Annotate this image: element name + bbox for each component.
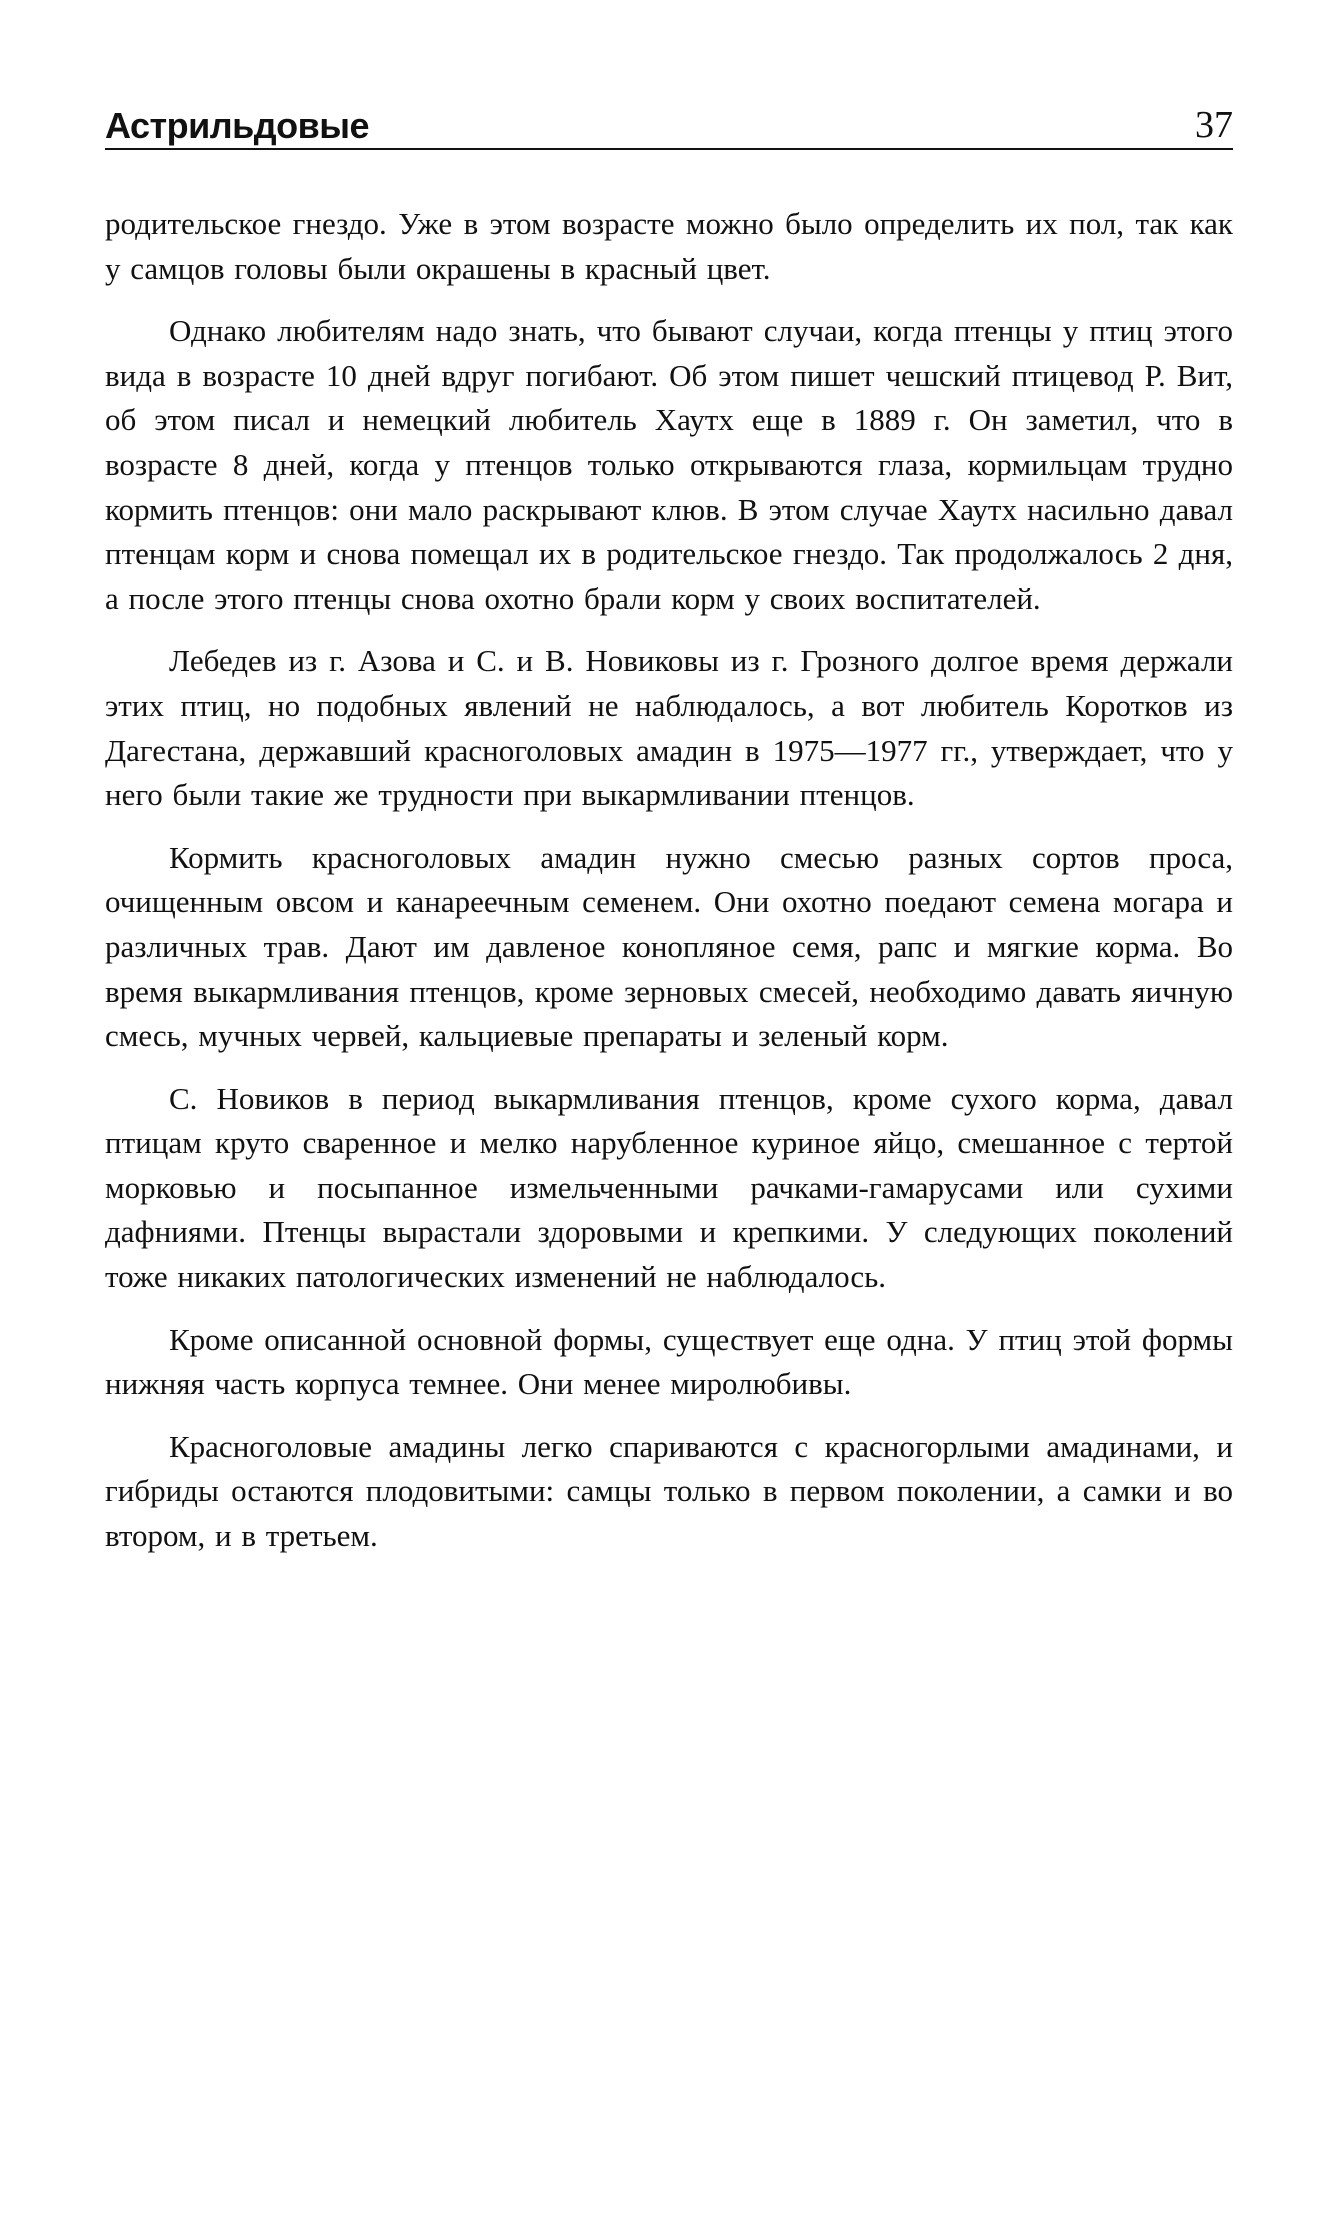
book-page [105, 92, 1233, 1577]
paragraph: Красноголовые амадины легко спариваются с красногорлыми амадинами, и гибриды остаются плодовитыми: самцы только в первом поколении, а самки и во втором, и в третьем. [105, 1428, 1233, 1554]
paragraph: Однако любителям надо знать, что бывают случаи, когда птенцы у птиц этого вида в возрасте 10 дней вдруг погибают. Об этом пишет чешский птицевод Р. Вит, об этом писал и немецкий любитель Хаутх еще в 1889 г. Он заметил, что в возрасте 8 дней, когда у птенцов только открываются глаза, кормильцам трудно кормить птенцов: они мало раскрывают клюв. В этом случае Хаутх насильно давал птенцам корм и снова помещал их в родительское гнездо. Так продолжалось 2 дня, а после этого птенцы снова охотно брали корм у своих воспитателей. [105, 313, 1233, 616]
paragraph: Лебедев из г. Азова и С. и В. Новиковы из г. Грозного долгое время держали этих птиц, но подобных явлений не наблюдалось, а вот любитель Коротков из Дагестана, державший красноголовых амадин в 1975—1977 гг., утверждает, что у него были такие же трудности при выкармливании птенцов. [105, 643, 1233, 813]
paragraph: Кормить красноголовых амадин нужно смесью разных сортов проса, очищенным овсом и канареечным семенем. Они охотно поедают семена могара и различных трав. Дают им давленое конопляное семя, рапс и мягкие корма. Во время выкармливания птенцов, кроме зерновых смесей, необходимо давать яичную смесь, мучных червей, кальциевые препараты и зеленый корм. [105, 839, 1233, 1054]
chapter-title: Астрильдовые [105, 105, 370, 146]
page-number: 37 [1195, 104, 1233, 146]
paragraph: С. Новиков в период выкармливания птенцов, кроме сухого корма, давал птицам круто сваренное и мелко нарубленное куриное яйцо, смешанное с тертой морковью и посыпанное измельченными рачками-гамарусами или сухими дафниями. Птенцы вырастали здоровыми и крепкими. У следующих поколений тоже никаких патологических изменений не наблюдалось. [105, 1080, 1233, 1295]
body-text [105, 202, 1233, 1559]
paragraph-continuation: родительское гнездо. Уже в этом возрасте можно было определить их пол, так как у самцов головы были окрашены в красный цвет. [105, 206, 1233, 286]
running-header [105, 92, 1233, 150]
paragraph: Кроме описанной основной формы, существует еще одна. У птиц этой формы нижняя часть корпуса темнее. Они менее миролюбивы. [105, 1321, 1233, 1402]
